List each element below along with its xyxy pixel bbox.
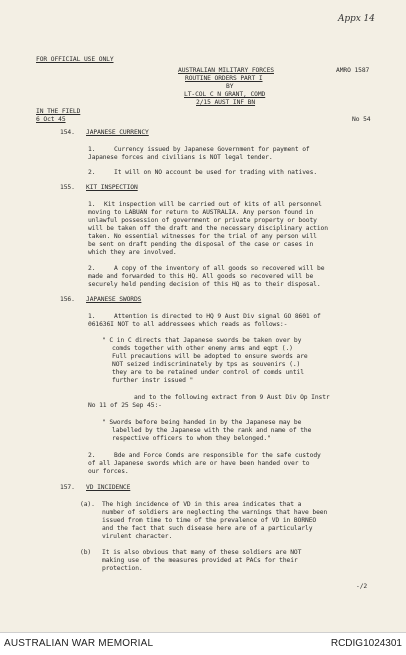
item-155-p2-num: 2.: [88, 265, 96, 272]
item-156-title: JAPANESE SWORDS: [86, 296, 142, 303]
item-155-p1-line: moving to LABUAN for return to AUSTRALIA. Any person found in: [88, 209, 314, 216]
quote-2-line: labelled by the Japanese with the rank and name of the: [112, 427, 312, 434]
quote-1-line: NOT seized indiscriminately by tps as souvenirs (.): [112, 361, 301, 368]
org-line-3: BY: [226, 83, 234, 90]
archive-footer: [0, 632, 406, 655]
item-157-b-label: (b): [80, 549, 92, 556]
quote-1-line: further instr issued ": [112, 377, 194, 384]
item-155-p1-line: taken. No essential witnesses for the trial of any person will: [88, 233, 317, 240]
quote-2-line: respective officers to whom they belonged.": [112, 435, 271, 442]
extract-line: No 11 of 25 Sep 45:-: [88, 402, 162, 409]
date: 6 Oct 45: [36, 116, 66, 123]
item-154-p1-num: 1.: [88, 146, 96, 153]
classification: FOR OFFICIAL USE ONLY: [36, 56, 114, 63]
item-154-num: 154.: [60, 129, 75, 136]
item-154-p1-line: Currency issued by Japanese Government for payment of: [114, 146, 310, 153]
page-continuation: -/2: [356, 583, 368, 590]
item-157-a-label: (a).: [80, 501, 95, 508]
item-156-p2-num: 2.: [88, 452, 96, 459]
item-156-p1-line: Attention is directed to HQ 9 Aust Div signal GO 8601 of: [114, 313, 321, 320]
item-154-p2-line: It will on NO account be used for trading with natives.: [114, 169, 318, 176]
item-157-num: 157.: [60, 484, 75, 491]
item-157-a-line: virulent character.: [102, 533, 173, 540]
item-154-title: JAPANESE CURRENCY: [86, 129, 149, 136]
footer-id: RCDIG1024301: [330, 638, 402, 649]
footer-source: AUSTRALIAN WAR MEMORIAL: [4, 638, 154, 649]
handwritten-note: Appx 14: [338, 14, 375, 24]
item-155-title: KIT INSPECTION: [86, 184, 138, 191]
item-155-p2-line: securely held pending decision of this HQ as to their disposal.: [88, 281, 321, 288]
item-155-num: 155.: [60, 184, 75, 191]
item-155-p2-line: made and forwarded to this HQ. All goods so recovered will be: [88, 273, 314, 280]
item-154-p2-num: 2.: [88, 169, 96, 176]
item-155-p1-line: which they are involved.: [88, 249, 177, 256]
org-line-2: ROUTINE ORDERS PART I: [185, 75, 263, 82]
item-156-p2-line: our forces.: [88, 468, 129, 475]
quote-2-line: " Swords before being handed in by the Japanese may be: [102, 419, 302, 426]
item-156-p2-line: Bde and Force Comds are responsible for the safe custody: [114, 452, 321, 459]
item-157-a-line: The high incidence of VD in this area indicates that a: [102, 501, 302, 508]
location: IN THE FIELD: [36, 108, 81, 115]
order-number: No 54: [352, 116, 371, 123]
ref-number: AMRO 1587: [336, 67, 370, 74]
item-156-p1-num: 1.: [88, 313, 96, 320]
item-155-p1-line: be sent on draft pending the disposal of the case or cases in: [88, 241, 314, 248]
item-157-b-line: It is also obvious that many of these soldiers are NOT: [102, 549, 302, 556]
org-line-4: LT-COL C N GRANT, COMD: [184, 91, 266, 98]
item-157-a-line: issued from time to time of the prevalence of VD in BORNEO: [102, 517, 317, 524]
item-157-b-line: protection.: [102, 565, 143, 572]
item-155-p2-line: A copy of the inventory of all goods so recovered will be: [114, 265, 325, 272]
org-line-1: AUSTRALIAN MILITARY FORCES: [178, 67, 274, 74]
item-156-p1-line: 061636I NOT to all addressees which reads as follows:-: [88, 321, 288, 328]
item-155-p1-num: 1.: [88, 201, 96, 208]
quote-1-line: Full precautions will be adopted to ensure swords are: [112, 353, 308, 360]
item-156-p2-line: of all Japanese swords which are or have been handed over to: [88, 460, 310, 467]
item-155-p1-line: Kit inspection will be carried out of kits of all personnel: [104, 201, 322, 208]
item-157-b-line: making use of the measures provided at PACs for their: [102, 557, 298, 564]
org-line-5: 2/15 AUST INF BN: [196, 99, 256, 106]
extract-line: and to the following extract from 9 Aust Div Op Instr: [134, 394, 330, 401]
quote-1-line: they are to be retained under control of comds until: [112, 369, 304, 376]
item-155-p1-line: unlawful possession of government or private property or booty: [88, 217, 317, 224]
item-157-title: VD INCIDENCE: [86, 484, 131, 491]
item-156-num: 156.: [60, 296, 75, 303]
item-157-a-line: and the fact that such disease here are of a particularly: [102, 525, 313, 532]
quote-1-line: " C in C directs that Japanese swords be taken over by: [102, 337, 302, 344]
item-154-p1-line: Japanese forces and civilians is NOT legal tender.: [88, 154, 273, 161]
item-155-p1-line: will be taken off the draft and the necessary disciplinary action: [88, 225, 328, 232]
item-157-a-line: number of soldiers are neglecting the warnings that have been: [102, 509, 328, 516]
quote-1-line: comds together with other enemy arms and eqpt (.): [112, 345, 293, 352]
